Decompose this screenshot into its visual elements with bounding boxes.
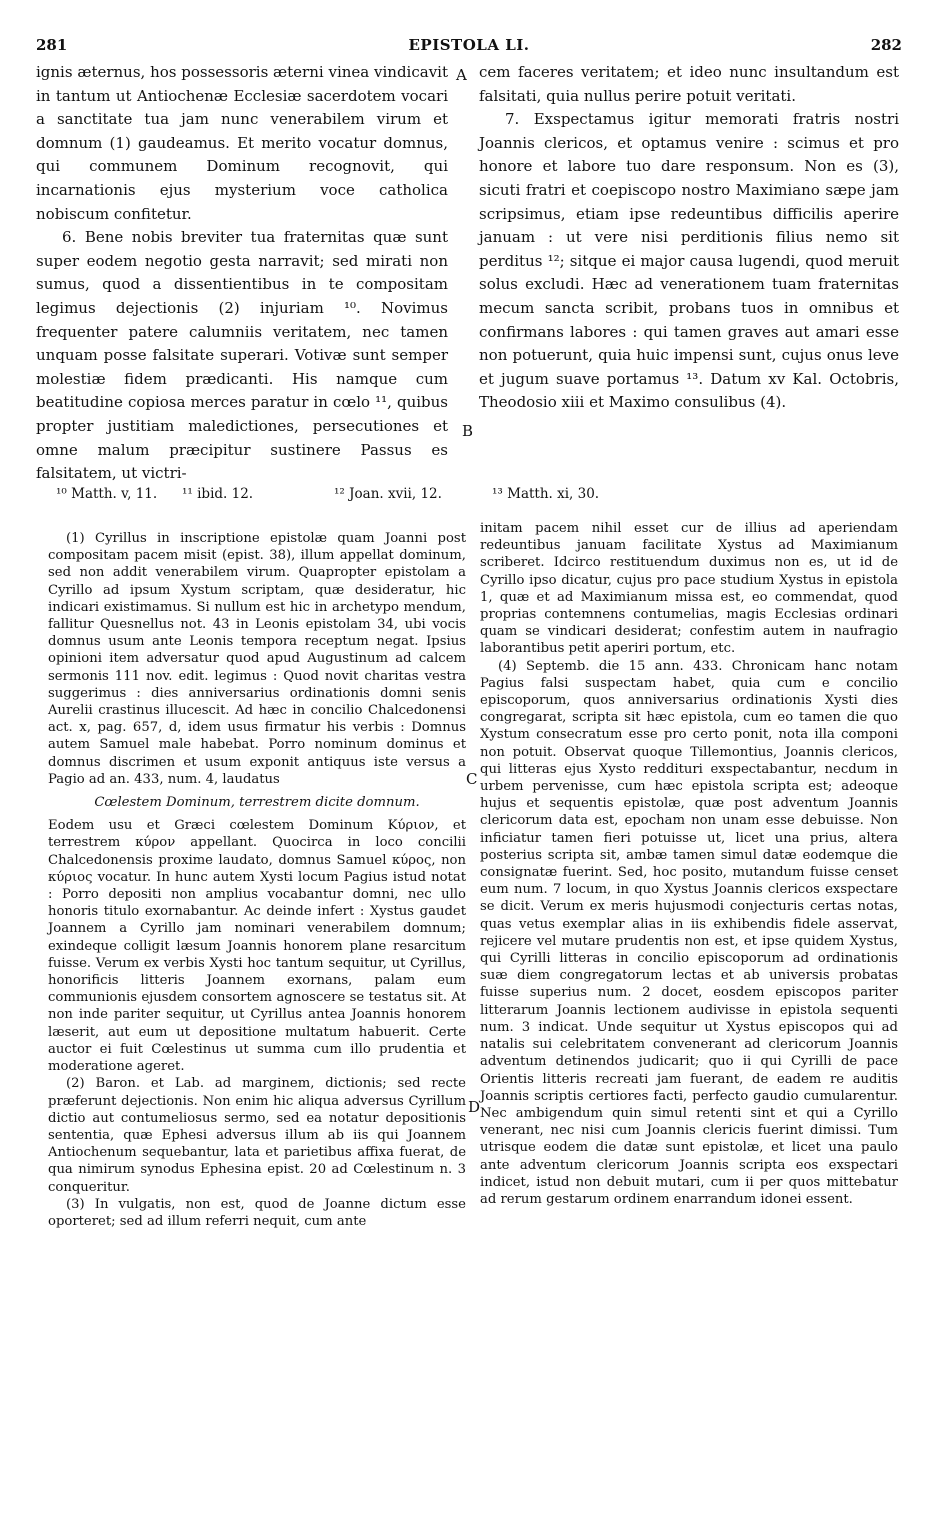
margin-marker-d: D — [468, 1098, 481, 1116]
footnote: (4) Septemb. die 15 ann. 433. Chronicam hanc notam Pagius falsi suspectam habet, quia cum e concilio episcoporum, quos anniversarius ordinationis Xysti dies congregarat, scripta sit hæc epistola, cum eo tamen die quo Xystum consecratum esse pro certo ponit, nota illa componi non potuit. Observat quoque Tillemontius, Joannis clericos, qui litteras ejus Xysto reddituri exspectabantur, necdum in urbem pervenisse, cum hæc epistola scripta est; adeoque hujus et sequentis epistolæ, quæ post adventum Joannis clericorum data est, epocham non unam esse debuisse. Non inficiatur tamen fieri potuisse ut, licet una prius, altera posterius scripta sit, ambæ tamen simul datæ eodemque die consignatæ fuerint. Sed, hoc posito, mutandum fuisse censet eum num. 7 locum, in quo Xystus Joannis clericos exspectare se dicit. Verum ex meris hujusmodi conjecturis certas notas, quas vetus exemplar alias in iis exhibendis fidele asservat, rejicere vel mutare prudentis non est, et ipse quidem Xystus, qui Cyrilli litteras in concilio episcoporum ad ordinationis suæ diem congregatorum lectas et ab universis probatas fuisse superius num. 2 docet, eosdem episcopos pariter litterarum Joannis lectionem audivisse in epistola sequenti num. 3 indicat. Unde sequitur ut Xystus episcopos qui ad natalis sui celebritatem convenerant ad clericorum Joannis adventum detinendos judicarit; quo ii qui Cyrilli de pace Orientis litteris recreati jam fuerant, de eadem re auditis Joannis scriptis certiores facti, perfecto gaudio cumularentur. Nec ambigendum quin simul retenti sint et qui a Cyrillo venerant, nec nisi cum Joannis clericis fuerint dimissi. Tum utrisque eodem die datæ sunt epistolæ, et licet una paulo ante adventum clericorum Joannis scripta eos exspectari indicet, istud non debuit mutari, cum ii per quos mittebatur ad rerum gestarum ordinem enarrandum idonei essent. — [480, 658, 898, 1207]
main-text-left-column — [36, 61, 448, 486]
footnotes-right-column — [480, 520, 898, 1208]
scripture-ref: ¹⁰ Matth. v, 11. — [56, 486, 158, 502]
margin-marker-a: A — [456, 66, 467, 84]
running-header — [36, 36, 902, 58]
page-title: EPISTOLA LI. — [408, 36, 530, 54]
margin-marker-b: B — [462, 422, 474, 440]
footnote: (3) In vulgatis, non est, quod de Joanne dictum esse oporteret; sed ad illum referri nequit, cum ante — [48, 1196, 466, 1229]
footnote: initam pacem nihil esset cur de illius ad aperiendam redeuntibus januam facilitate Xystus ad Maximianum scriberet. Idcirco restituendum duximus non es, ut id de Cyrillo ipso dicatur, cujus pro pace studium Xystus in epistola 1, quæ et ad Maximianum missa est, eo commendat, quod proprias contemnens contumelias, magis Ecclesias ordinari quam se vindicari desiderat; confestim autem in naufragio laborantibus petit aperiri portum, etc. — [480, 521, 898, 657]
scripture-ref: ¹¹ ibid. 12. — [182, 486, 254, 502]
footnote-verse: Cœlestem Dominum, terrestrem dicite domnum. — [94, 795, 420, 811]
page-number-left: 281 — [36, 36, 68, 54]
footnotes-left-column — [48, 530, 466, 1230]
footnote: Eodem usu et Græci cœlestem Dominum Κύριον, et terrestrem κύρον appellant. Quocirca in loco concilii Chalcedonensis proxime laudato, domnus Samuel κύρος, non κύριος vocatur. In hunc autem Xysti locum Pagius istud notat : Porro depositi non amplius vocabantur domni, nec ullo honoris titulo exornabantur. Ac deinde infert : Xystus gaudet Joannem a Cyrillo jam nominari venerabilem domnum; exindeque colligit læsum Joannis honorem plane resarcitum fuisse. Verum ex verbis Xysti hoc tantum sequitur, ut Cyrillus, honorificis litteris Joannem exornans, palam eum communionis ejusdem consortem agnoscere se testatus sit. At non inde pariter sequitur, ut Cyrillus antea Joannis honorem læserit, aut eum ut depositione multatum habuerit. Certe auctor ei fuit Cœlestinus ut summa cum illo prudentia et moderatione ageret. — [48, 818, 466, 1075]
scripture-ref: ¹³ Matth. xi, 30. — [492, 486, 600, 502]
main-paragraph: 6. Bene nobis breviter tua fraternitas quæ sunt super eodem negotio gesta narravit; sed mirati non sumus, quod a dissentientibus in te compositam legimus dejectionis (2) injuriam ¹⁰. Novimus frequenter patere calumniis veritatem, nec tamen unquam posse falsitate superari. Votivæ sunt semper molestiæ fidem prædicanti. His namque cum beatitudine copiosa merces paratur in cœlo ¹¹, quibus propter justitiam maledictiones, persecutiones et omne malum præcipitur sustinere Passus es falsitatem, ut victri- — [36, 228, 448, 483]
main-paragraph: 7. Exspectamus igitur memorati fratris nostri Joannis clericos, et optamus venire : scimus et pro honore et labore tuo dare responsum. Non es (3), sicuti fratri et coepiscopo nostro Maximiano sæpe jam scripsimus, etiam ipse redeuntibus difficilis aperire januam : ut vere nisi perditionis filius nemo sit perditus ¹²; sitque ei major causa lugendi, quod meruit solus excludi. Hæc ad venerationem tuam fraternitas mecum sancta scribit, probans tuos in omnibus et confirmans labores : qui tamen graves aut amari esse non potuerunt, quia huic impensi sunt, cujus onus leve et jugum suave portamus ¹³. Datum xv Kal. Octobris, Theodosio xiii et Maximo consulibus (4). — [479, 110, 899, 412]
margin-marker-c: C — [466, 770, 478, 788]
main-text-right-column — [479, 61, 899, 415]
main-paragraph: ignis æternus, hos possessoris æterni vinea vindicavit in tantum ut Antiochenæ Ecclesiæ sacerdotem vocari a sanctitate tua jam nunc venerabilem virum et domnum (1) gaudeamus. Et merito vocatur domnus, qui communem Dominum recognovit, qui incarnationis ejus mysterium voce catholica nobiscum confitetur. — [36, 63, 448, 223]
page-number-right: 282 — [870, 36, 902, 54]
footnote: (2) Baron. et Lab. ad marginem, dictionis; sed recte præferunt dejectionis. Non enim hic aliqua adversus Cyrillum dictio aut contumeliosus sermo, sed ea notatur depositionis sententia, quæ Ephesi adversus illum ab iis qui Joannem Antiochenum sequebantur, lata et parietibus affixa fuerat, de qua nimirum synodus Ephesina epist. 20 ad Cœlestinum n. 3 conqueritur. — [48, 1076, 466, 1195]
main-paragraph: cem faceres veritatem; et ideo nunc insultandum est falsitati, quia nullus perire potuit veritati. — [479, 63, 899, 105]
scripture-ref: ¹² Joan. xvii, 12. — [334, 486, 442, 502]
footnote: (1) Cyrillus in inscriptione epistolæ quam Joanni post compositam pacem misit (epist. 38), illum appellat dominum, sed non addit venerabilem virum. Quapropter epistolam a Cyrillo ad ipsum Xystum scriptam, quæ desideratur, hic indicari existimamus. Si nullum est hic in archetypo mendum, fallitur Quesnellus not. 43 in Leonis epistolam 34, ubi vocis domnus usum ante Leonis tempora receptum negat. Ipsius opinioni item adversatur quod apud Augustinum ad calcem sermonis 111 nov. edit. legimus : Quod novit charitas vestra suggerimus : dies anniversarius ordinationis domni senis Aurelii crastinus illucescit. Ad hæc in concilio Chalcedonensi act. x, pag. 657, d, idem usus firmatur his verbis : Domnus autem Samuel male habebat. Porro nominum dominus et domnus discrimen et usum exponit antiquus iste versus a Pagio ad an. 433, num. 4, laudatus — [48, 531, 466, 787]
